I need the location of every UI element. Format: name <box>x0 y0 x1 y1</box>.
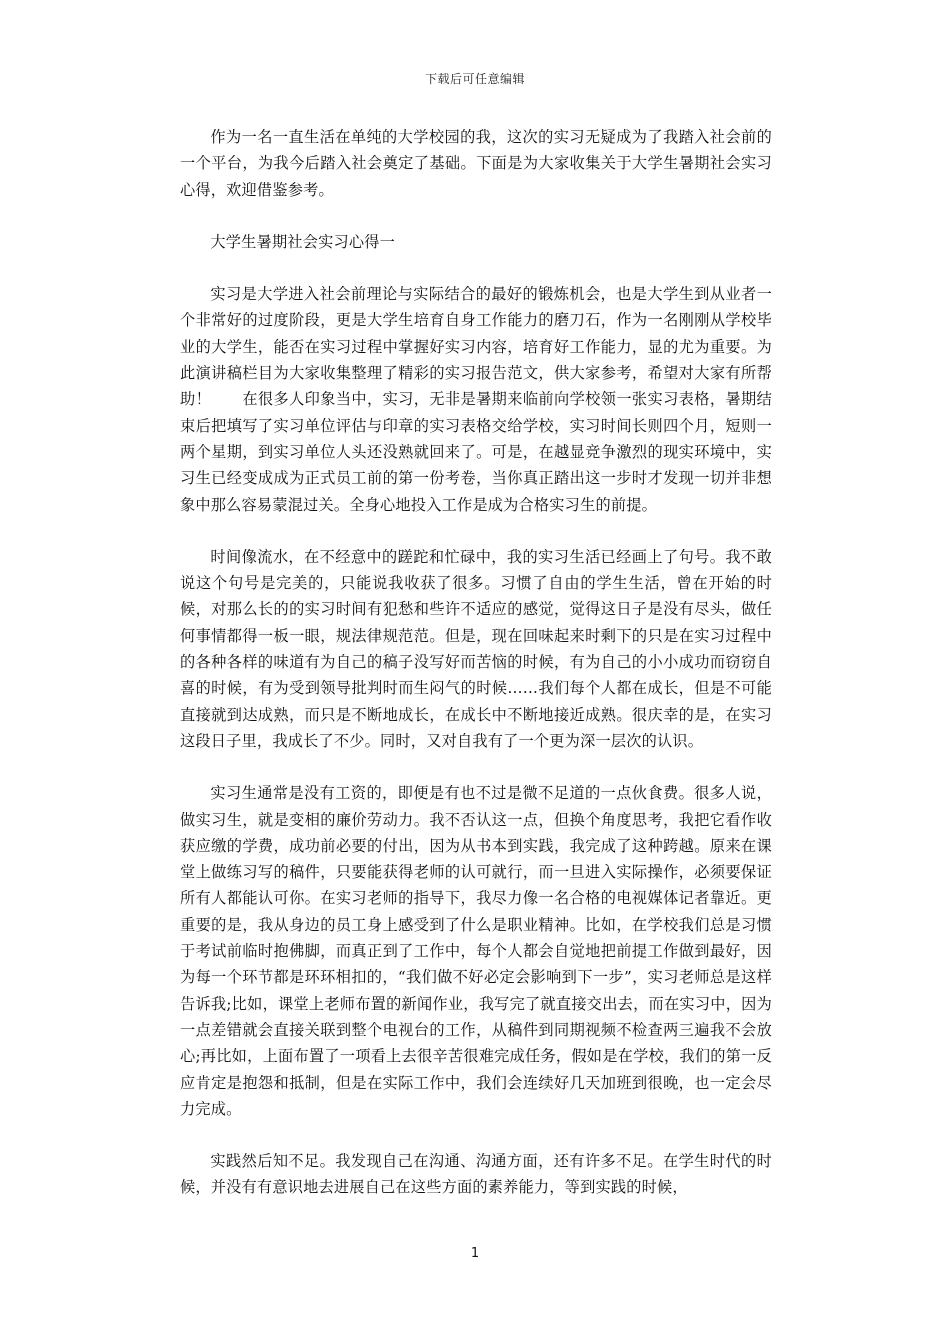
body-paragraph: 时间像流水，在不经意中的蹉跎和忙碌中，我的实习生活已经画上了句号。我不敢说这个句号是完美的，只能说我收获了很多。习惯了自由的学生生活，曾在开始的时候，对那么长的的实习时间有犯愁和些许不适应的感觉，觉得这日子是没有尽头，做任何事情都得一板一眼，规法律规范范。但是，现在回味起来时剩下的只是在实习过程中的各种各样的味道有为自己的稿子没写好而苦恼的时候，有为自己的小小成功而窃窃自喜的时候，有为受到领导批判时而生闷气的时候……我们每个人都在成长，但是不可能直接就到达成熟，而只是不断地成长，在成长中不断地接近成熟。很庆幸的是，在实习这段日子里，我成长了不少。同时，又对自我有了一个更为深一层次的认识。 <box>180 547 772 750</box>
document-body <box>180 124 772 1227</box>
body-paragraph: 实习是大学进入社会前理论与实际结合的最好的锻炼机会，也是大学生到从业者一个非常好的过度阶段，更是大学生培育自身工作能力的磨刀石，作为一名刚刚从学校毕业的大学生，能否在实习过程中掌握好实习内容，培育好工作能力，显的尤为重要。为此演讲稿栏目为大家收集整理了精彩的实习报告范文，供大家参考，希望对大家有所帮助！ 在很多人印象当中，实习，无非是暑期来临前向学校领一张实习表格，暑期结束后把填写了实习单位评估与印章的实习表格交给学校，实习时间长则四个月，短则一两个星期，到实习单位人头还没熟就回来了。可是，在越显竞争激烈的现实环境中，实习生已经变成成为正式员工前的第一份考卷，当你真正踏出这一步时才发现一切并非想象中那么容易蒙混过关。全身心地投入工作是成为合格实习生的前提。 <box>180 285 772 514</box>
section-heading: 大学生暑期社会实习心得一 <box>210 232 396 251</box>
body-paragraph: 实践然后知不足。我发现自己在沟通、沟通方面，还有许多不足。在学生时代的时候，并没有有意识地去进展自己在这些方面的素养能力，等到实践的时候， <box>180 1152 772 1197</box>
page-number: 1 <box>470 1246 480 1261</box>
intro-paragraph: 作为一名一直生活在单纯的大学校园的我，这次的实习无疑成为了我踏入社会前的一个平台，为我今后踏入社会奠定了基础。下面是为大家收集关于大学生暑期社会实习心得，欢迎借鉴参考。 <box>180 128 772 199</box>
page-header: 下载后可任意编辑 <box>424 72 525 86</box>
body-paragraph: 实习生通常是没有工资的，即便是有也不过是微不足道的一点伙食费。很多人说，做实习生，就是变相的廉价劳动力。我不否认这一点，但换个角度思考，我把它看作收获应缴的学费，成功前必要的付出，因为从书本到实践，我完成了这种跨越。原来在课堂上做练习写的稿件，只要能获得老师的认可就行，而一旦进入实际操作，必须要保证所有人都能认可你。在实习老师的指导下，我尽力像一名合格的电视媒体记者靠近。更重要的是，我从身边的员工身上感受到了什么是职业精神。比如，在学校我们总是习惯于考试前临时抱佛脚，而真正到了工作中，每个人都会自觉地把前提工作做到最好，因为每一个环节都是环环相扣的，“我们做不好必定会影响到下一步”，实习老师总是这样告诉我;比如，课堂上老师布置的新闻作业，我写完了就直接交出去，而在实习中，因为一点差错就会直接关联到整个电视台的工作，从稿件到同期视频不检查两三遍我不会放心;再比如，上面布置了一项看上去很辛苦很难完成任务，假如是在学校，我们的第一反应肯定是抱怨和抵制，但是在实际工作中，我们会连续好几天加班到很晚，也一定会尽力完成。 <box>180 784 772 1118</box>
